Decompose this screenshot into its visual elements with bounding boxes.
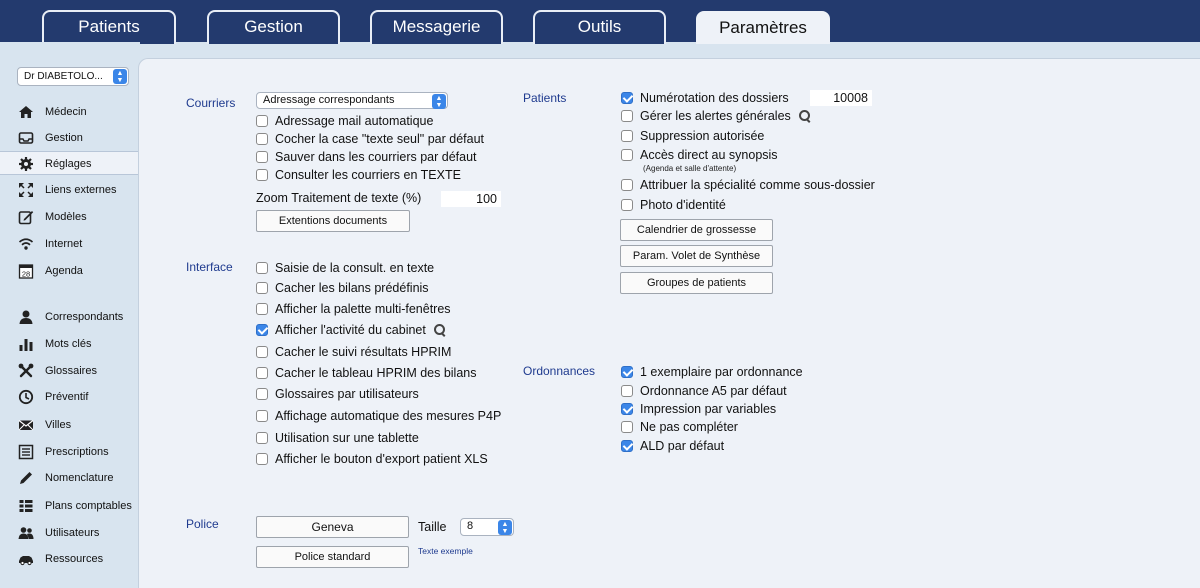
volet-synthese-button[interactable]: Param. Volet de Synthèse <box>620 245 773 267</box>
sidebar-item-label: Liens externes <box>45 184 117 196</box>
gear-icon <box>18 156 34 172</box>
checkbox-box <box>621 92 633 104</box>
checkbox-exemplaire-ordonnance[interactable] <box>621 364 803 380</box>
sidebar-item-utilisateurs[interactable] <box>0 521 140 545</box>
taille-label: Taille <box>418 520 447 534</box>
section-title-ordonnances: Ordonnances <box>523 364 596 378</box>
checkbox-label: Ne pas compléter <box>640 420 738 434</box>
zoom-input[interactable]: 100 <box>441 191 501 207</box>
select-stepper-icon: ▲ ▼ <box>498 520 512 535</box>
sidebar-item-label: Agenda <box>45 265 83 277</box>
checkbox-label: Impression par variables <box>640 402 777 416</box>
bar-chart-icon <box>18 336 34 352</box>
sidebar-item-medecin[interactable] <box>0 100 140 124</box>
select-stepper-icon: ▲ ▼ <box>432 94 446 109</box>
checkbox-box <box>256 262 268 274</box>
sidebar-item-label: Utilisateurs <box>45 527 100 539</box>
search-icon[interactable] <box>799 110 811 122</box>
sidebar-item-label: Réglages <box>45 158 92 170</box>
tab-messagerie[interactable]: Messagerie <box>370 10 503 44</box>
checkbox-specialite-sous-dossier[interactable] <box>621 177 875 193</box>
envelope-icon <box>18 417 34 433</box>
sidebar-item-label: Nomenclature <box>45 472 114 484</box>
sidebar-item-liens-externes[interactable] <box>0 178 140 202</box>
checkbox-box <box>621 385 633 397</box>
checkbox-label: Sauver dans les courriers par défaut <box>275 150 477 164</box>
checkbox-box <box>256 388 268 400</box>
checkbox-box <box>256 432 268 444</box>
calendar-icon <box>18 263 34 279</box>
checkbox-label: Glossaires par utilisateurs <box>275 387 419 401</box>
sidebar-item-label: Mots clés <box>45 338 92 350</box>
sidebar-item-label: Prescriptions <box>45 446 109 458</box>
police-font-button[interactable]: Geneva <box>256 516 409 538</box>
checkbox-box <box>256 324 268 336</box>
checkbox-alertes-generales[interactable] <box>621 108 811 124</box>
checkbox-label: Suppression autorisée <box>640 129 765 143</box>
checkbox-box <box>256 453 268 465</box>
table-icon <box>18 498 34 514</box>
top-tab-bar <box>0 0 1200 42</box>
checkbox-box <box>256 115 268 127</box>
checkbox-box <box>621 149 633 161</box>
clock-icon <box>18 389 34 405</box>
checkbox-texte-seul[interactable] <box>256 131 484 147</box>
synopsis-note: (Agenda et salle d'attente) <box>643 164 737 173</box>
checkbox-box <box>256 410 268 422</box>
checkbox-box <box>621 179 633 191</box>
taille-select[interactable] <box>460 518 514 536</box>
checkbox-impression-variables[interactable] <box>621 401 776 417</box>
checkbox-label: 1 exemplaire par ordonnance <box>640 365 803 379</box>
checkbox-box <box>621 110 633 122</box>
sidebar-item-label: Ressources <box>45 553 104 565</box>
sidebar-item-glossaires[interactable] <box>0 359 140 383</box>
checkbox-box <box>256 133 268 145</box>
checkbox-label: Cocher la case "texte seul" par défaut <box>275 132 484 146</box>
checkbox-tablette[interactable] <box>256 430 419 446</box>
tab-parametres[interactable]: Paramètres <box>696 11 830 44</box>
doctor-select-value: Dr DIABETOLO... <box>24 71 103 82</box>
checkbox-box <box>256 303 268 315</box>
checkbox-ne-pas-completer[interactable] <box>621 419 738 435</box>
doctor-select[interactable] <box>17 67 129 86</box>
checkbox-label: Cacher le tableau HPRIM des bilans <box>275 366 477 380</box>
tab-gestion[interactable]: Gestion <box>207 10 340 44</box>
calendrier-grossesse-button[interactable]: Calendrier de grossesse <box>620 219 773 241</box>
checkbox-label: Numérotation des dossiers <box>640 91 789 105</box>
taille-select-value: 8 <box>467 520 474 532</box>
checkbox-suppression-autorisee[interactable] <box>621 128 764 144</box>
police-standard-button[interactable]: Police standard <box>256 546 409 568</box>
sidebar-item-label: Internet <box>45 238 83 250</box>
checkbox-box <box>621 366 633 378</box>
checkbox-box <box>621 421 633 433</box>
sidebar-item-prescriptions[interactable] <box>0 440 140 464</box>
sidebar-item-gestion[interactable] <box>0 126 140 150</box>
checkbox-label: Afficher la palette multi-fenêtres <box>275 302 451 316</box>
section-title-patients: Patients <box>523 91 567 105</box>
section-title-courriers: Courriers <box>186 96 236 110</box>
checkbox-mesures-p4p[interactable] <box>256 408 501 424</box>
sidebar-item-label: Glossaires <box>45 365 97 377</box>
checkbox-palette-multi[interactable] <box>256 301 451 317</box>
section-title-interface: Interface <box>186 260 233 274</box>
checkbox-ordonnance-a5[interactable] <box>621 383 787 399</box>
checkbox-consulter-texte[interactable] <box>256 167 461 183</box>
checkbox-box <box>256 151 268 163</box>
sidebar-item-reglages[interactable] <box>0 151 140 175</box>
checkbox-acces-synopsis[interactable] <box>621 147 778 163</box>
checkbox-label: Photo d'identité <box>640 198 726 212</box>
select-stepper-icon: ▲ ▼ <box>113 69 127 84</box>
sidebar-item-plans-comptables[interactable] <box>0 494 140 518</box>
sidebar-item-nomenclature[interactable] <box>0 466 140 490</box>
checkbox-adressage-mail[interactable] <box>256 113 433 129</box>
svg-text:28: 28 <box>21 269 31 279</box>
sidebar-item-agenda[interactable] <box>0 259 140 283</box>
sidebar-item-label: Plans comptables <box>45 500 132 512</box>
settings-panel <box>138 58 1200 588</box>
tab-outils[interactable]: Outils <box>533 10 666 44</box>
checkbox-box <box>256 169 268 181</box>
checkbox-box <box>256 346 268 358</box>
checkbox-label: ALD par défaut <box>640 439 725 453</box>
zoom-label: Zoom Traitement de texte (%) <box>256 191 422 205</box>
checkbox-label: Utilisation sur une tablette <box>275 431 419 445</box>
checkbox-label: Saisie de la consult. en texte <box>275 261 435 275</box>
checkbox-suivi-hprim[interactable] <box>256 344 451 360</box>
checkbox-box <box>621 199 633 211</box>
checkbox-box <box>621 440 633 452</box>
person-icon <box>18 309 34 325</box>
sidebar-item-label: Modèles <box>45 211 87 223</box>
sidebar-item-preventif[interactable] <box>0 385 140 409</box>
checkbox-ald-defaut[interactable] <box>621 438 724 454</box>
checkbox-activite-cabinet[interactable] <box>256 322 446 338</box>
checkbox-tableau-hprim[interactable] <box>256 365 477 381</box>
house-icon <box>18 104 34 120</box>
edit-icon <box>18 209 34 225</box>
checkbox-cacher-bilans[interactable] <box>256 280 429 296</box>
tools-icon <box>18 363 34 379</box>
checkbox-saisie-consult[interactable] <box>256 260 434 276</box>
sidebar-item-correspondants[interactable] <box>0 305 140 329</box>
sidebar-item-label: Correspondants <box>45 311 124 323</box>
checkbox-label: Adressage mail automatique <box>275 114 434 128</box>
checkbox-numerotation-dossiers[interactable] <box>621 90 789 106</box>
checkbox-label: Ordonnance A5 par défaut <box>640 384 787 398</box>
checkbox-photo-identite[interactable] <box>621 197 726 213</box>
checkbox-export-xls[interactable] <box>256 451 488 467</box>
sidebar-item-villes[interactable] <box>0 413 140 437</box>
search-icon[interactable] <box>434 324 446 336</box>
texte-exemple-sample: Texte exemple <box>418 546 473 556</box>
courriers-select[interactable] <box>256 92 448 109</box>
extentions-documents-button[interactable]: Extentions documents <box>256 210 410 232</box>
checkbox-box <box>621 403 633 415</box>
checkbox-box <box>621 130 633 142</box>
checkbox-label: Attribuer la spécialité comme sous-dossier <box>640 178 875 192</box>
checkbox-label: Afficher le bouton d'export patient XLS <box>275 452 488 466</box>
sidebar-item-label: Villes <box>45 419 72 431</box>
numerotation-input[interactable]: 10008 <box>810 90 872 106</box>
checkbox-label: Gérer les alertes générales <box>640 109 791 123</box>
checkbox-box <box>256 367 268 379</box>
wifi-icon <box>18 236 34 252</box>
sidebar-item-internet[interactable] <box>0 232 140 256</box>
checkbox-label: Cacher le suivi résultats HPRIM <box>275 345 452 359</box>
car-icon <box>18 551 34 567</box>
expand-icon <box>18 182 34 198</box>
checkbox-label: Affichage automatique des mesures P4P <box>275 409 502 423</box>
checkbox-glossaires-utilisateurs[interactable] <box>256 386 419 402</box>
checkbox-sauver-courriers[interactable] <box>256 149 477 165</box>
tab-patients[interactable]: Patients <box>42 10 176 44</box>
sidebar-item-label: Médecin <box>45 106 87 118</box>
checkbox-label: Afficher l'activité du cabinet <box>275 323 426 337</box>
list-icon <box>18 444 34 460</box>
checkbox-box <box>256 282 268 294</box>
users-icon <box>18 525 34 541</box>
sidebar-item-ressources[interactable] <box>0 547 140 571</box>
courriers-select-value: Adressage correspondants <box>263 94 395 106</box>
checkbox-label: Consulter les courriers en TEXTE <box>275 168 461 182</box>
sidebar-item-label: Préventif <box>45 391 89 403</box>
section-title-police: Police <box>186 517 219 531</box>
checkbox-label: Accès direct au synopsis <box>640 148 778 162</box>
sidebar-item-mots-cles[interactable] <box>0 332 140 356</box>
pencil-icon <box>18 470 34 486</box>
groupes-patients-button[interactable]: Groupes de patients <box>620 272 773 294</box>
checkbox-label: Cacher les bilans prédéfinis <box>275 281 429 295</box>
sidebar-item-label: Gestion <box>45 132 83 144</box>
sidebar <box>0 42 140 588</box>
sidebar-item-modeles[interactable] <box>0 205 140 229</box>
tray-icon <box>18 130 34 146</box>
